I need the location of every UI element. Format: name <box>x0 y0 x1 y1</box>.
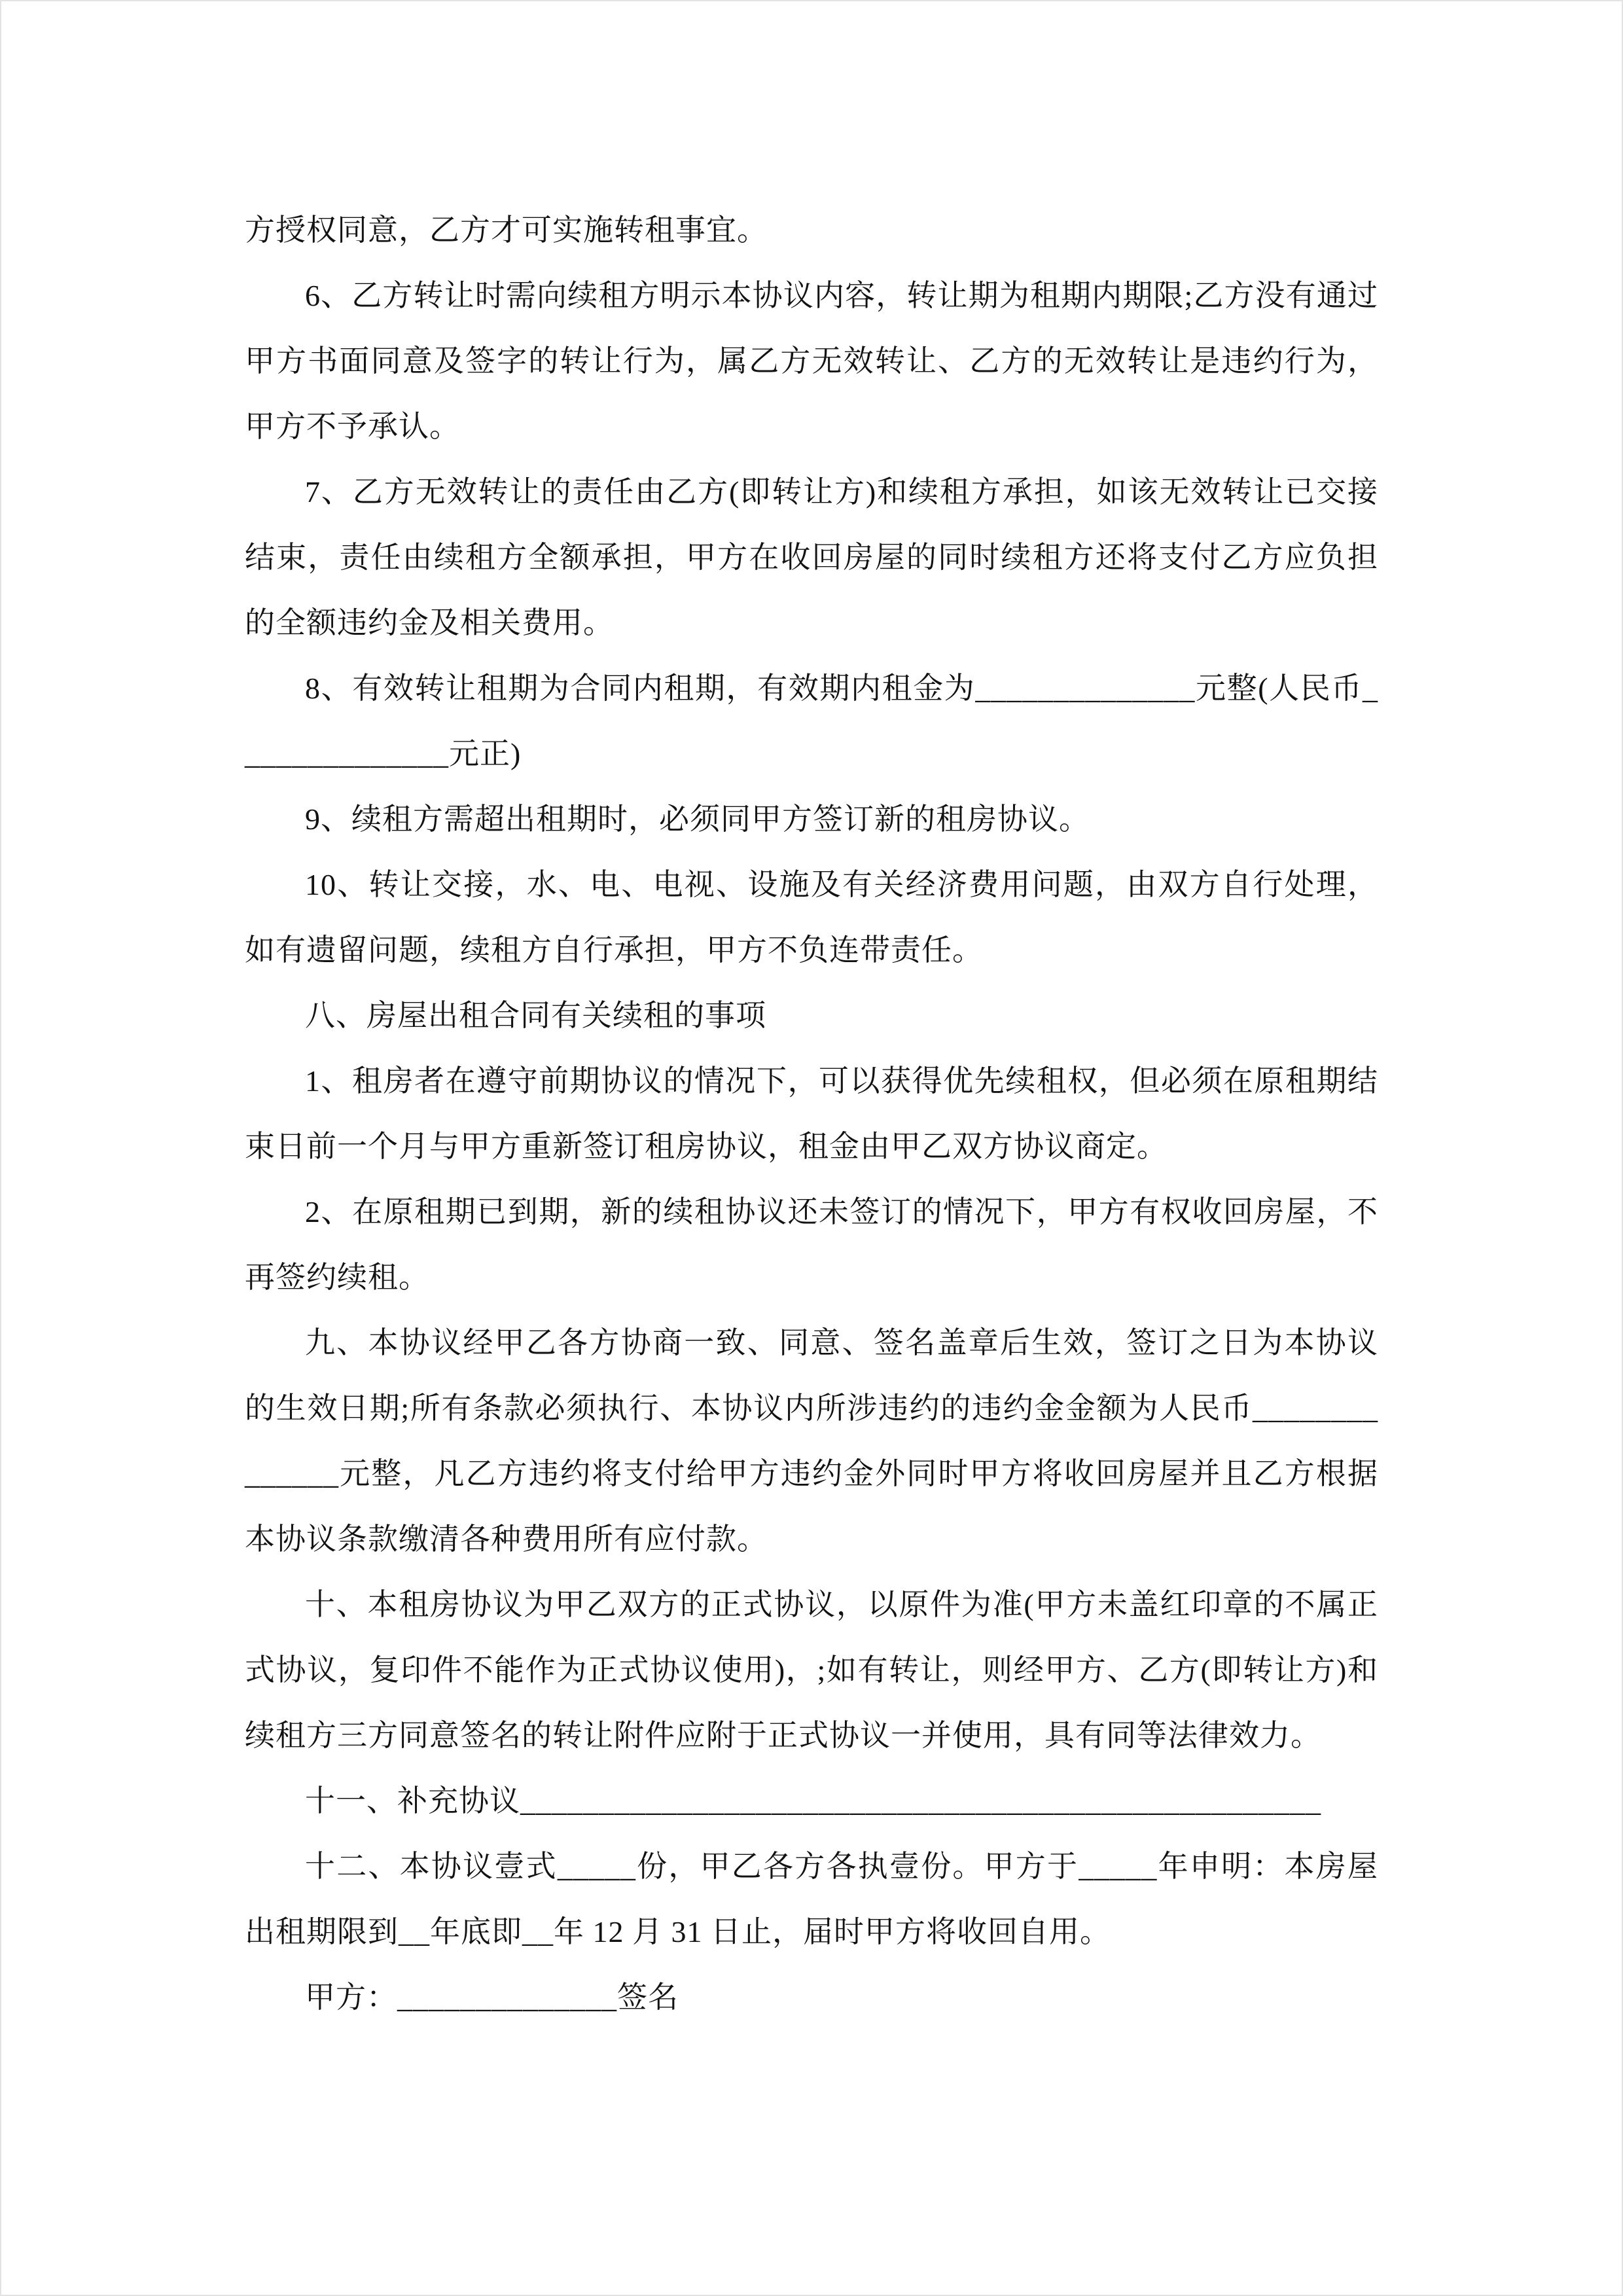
paragraph: 8、有效转让租期为合同内租期，有效期内租金为______________元整(人民币______________元正) <box>245 672 1378 770</box>
paragraph: 八、房屋出租合同有关续租的事项 <box>305 999 766 1032</box>
paragraph: 9、续租方需超出租期时，必须同甲方签订新的租房协议。 <box>305 802 1090 836</box>
paragraph: 十一、补充协议___________________________________________________ <box>305 1784 1321 1818</box>
paragraph: 10、转让交接，水、电、电视、设施及有关经济费用问题，由双方自行处理，如有遗留问题，续租方自行承担，甲方不负连带责任。 <box>245 868 1378 967</box>
paragraph: 十、本租房协议为甲乙双方的正式协议，以原件为准(甲方未盖红印章的不属正式协议，复印件不能作为正式协议使用)，;如有转让，则经甲方、乙方(即转让方)和续租方三方同意签名的转让附件应附于正式协议一并使用，具有同等法律效力。 <box>245 1588 1378 1752</box>
paragraph: 1、租房者在遵守前期协议的情况下，可以获得优先续租权，但必须在原租期结束日前一个月与甲方重新签订租房协议，租金由甲乙双方协议商定。 <box>245 1064 1378 1163</box>
paragraph: 甲方：______________签名 <box>305 1981 679 2014</box>
paragraph: 6、乙方转让时需向续租方明示本协议内容，转让期为租期内期限;乙方没有通过甲方书面同意及签字的转让行为，属乙方无效转让、乙方的无效转让是违约行为，甲方不予承认。 <box>245 279 1378 443</box>
paragraph: 2、在原租期已到期，新的续租协议还未签订的情况下，甲方有权收回房屋，不再签约续租。 <box>245 1195 1378 1294</box>
paragraph: 十二、本协议壹式_____份，甲乙各方各执壹份。甲方于_____年申明：本房屋出租期限到__年底即__年 12 月 31 日止，届时甲方将收回自用。 <box>245 1850 1378 1948</box>
paragraph: 7、乙方无效转让的责任由乙方(即转让方)和续租方承担，如该无效转让已交接结束，责任由续租方全额承担，甲方在收回房屋的同时续租方还将支付乙方应负担的全额违约金及相关费用。 <box>245 475 1378 639</box>
paragraph: 方授权同意，乙方才可实施转租事宜。 <box>245 213 768 247</box>
paragraph: 九、本协议经甲乙各方协商一致、同意、签名盖章后生效，签订之日为本协议的生效日期;所有条款必须执行、本协议内所涉违约的违约金金额为人民币______________元整，凡乙方违约将支付给甲方违约金外同时甲方将收回房屋并且乙方根据本协议条款缴清各种费用所有应付款。 <box>245 1326 1378 1556</box>
document-body <box>245 198 1378 2030</box>
